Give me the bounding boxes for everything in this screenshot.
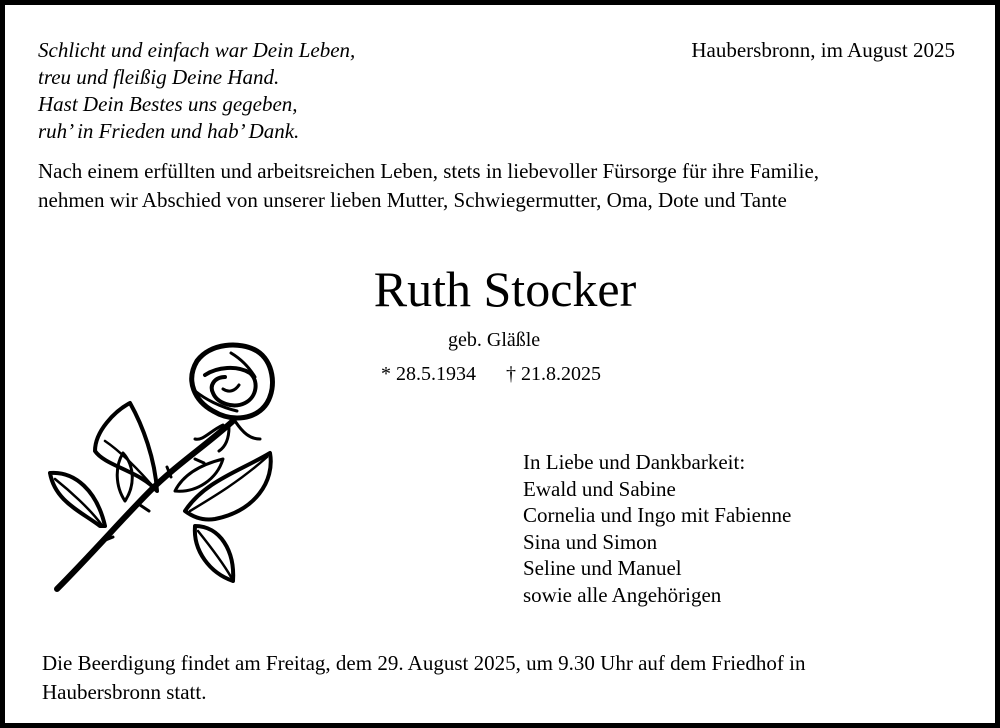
mourners-list [523,449,791,608]
intro-line: Nach einem erfüllten und arbeitsreichen Leben, stets in liebevoller Fürsorge für ihre Familie, [38,159,820,183]
mourner-line: sowie alle Angehörigen [523,582,722,607]
deceased-name: Ruth Stocker [373,261,637,317]
poem-line: Schlicht und einfach war Dein Leben, [38,38,356,62]
death-date: † 21.8.2025 [506,363,601,385]
funeral-notice [42,649,805,707]
intro-line: nehmen wir Abschied von unserer lieben Mutter, Schwiegermutter, Oma, Dote und Tante [38,188,787,212]
poem-line: ruh’ in Frieden und hab’ Dank. [38,119,300,143]
birth-name: geb. Gläßle [448,329,541,351]
mourner-line: Cornelia und Ingo mit Fabienne [523,503,792,527]
poem-line: treu und fleißig Deine Hand. [38,65,280,89]
place-date: Haubersbronn, im August 2025 [691,38,955,62]
mourner-line: Ewald und Sabine [523,476,676,501]
poem [38,37,355,145]
intro-text [38,157,819,215]
birth-date: * 28.5.1934 [381,363,476,385]
mourners-heading: In Liebe und Dankbarkeit: [523,450,746,474]
mourner-line: Sina und Simon [523,529,658,554]
funeral-line: Haubersbronn statt. [42,680,207,704]
life-dates [381,361,601,387]
funeral-line: Die Beerdigung findet am Freitag, dem 29. August 2025, um 9.30 Uhr auf dem Friedhof in [42,651,806,675]
mourner-line: Seline und Manuel [523,556,682,580]
poem-line: Hast Dein Bestes uns gegeben, [38,92,298,116]
rose-icon [45,341,285,611]
